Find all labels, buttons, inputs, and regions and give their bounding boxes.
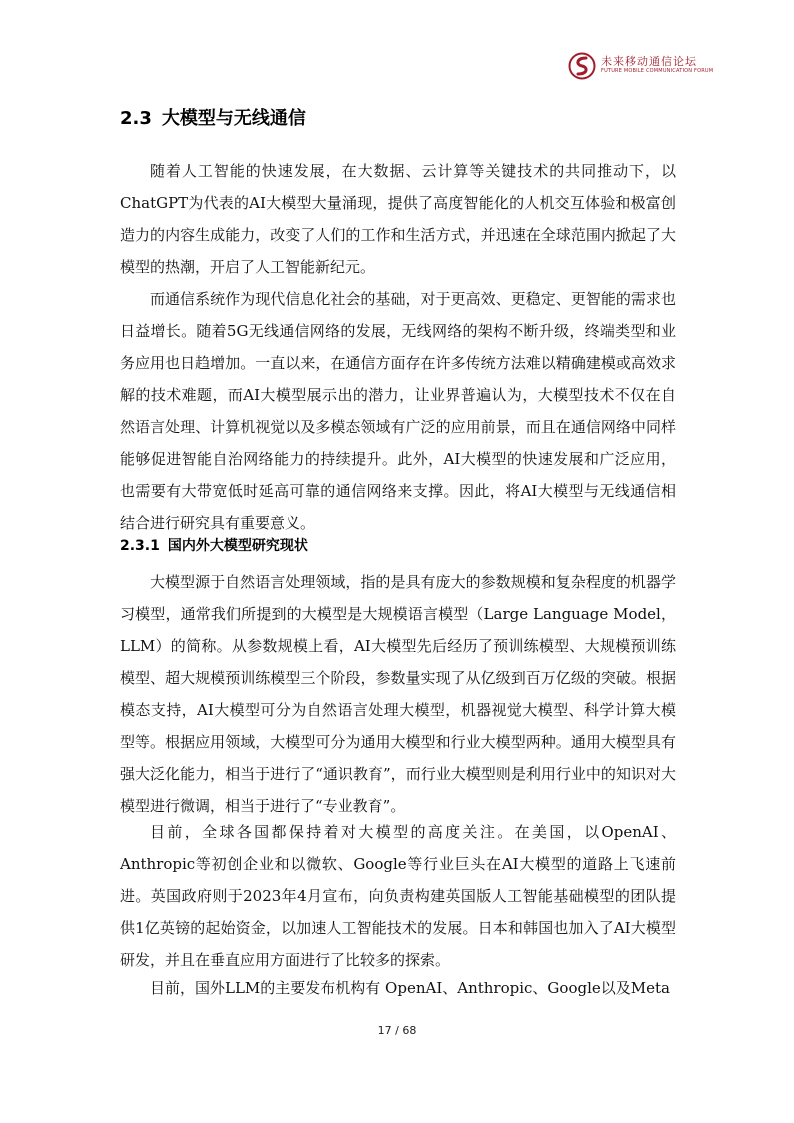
- forum-logo-icon: [568, 52, 596, 80]
- section-heading: [120, 104, 306, 130]
- section-number: 2.3: [120, 108, 152, 129]
- paragraph-sub-3: 目前，国外LLM的主要发布机构有 OpenAI、Anthropic、Google以及Meta: [150, 979, 670, 997]
- paragraph-sub-2: 目前，全球各国都保持着对大模型的高度关注。在美国，以OpenAI、Anthropic等初创企业和以微软、Google等行业巨头在AI大模型的道路上飞速前进。英国政府则于2023年4月宣布，向负责构建英国版人工智能基础模型的团队提供1亿英镑的起始资金，以加速人工智能技术的发展。日本和韩国也加入了AI大模型研发，并且在垂直应用方面进行了比较多的探索。: [120, 823, 676, 969]
- paragraph-sub-1: 大模型源于自然语言处理领域，指的是具有庞大的参数规模和复杂程度的机器学习模型，通常我们所提到的大模型是大规模语言模型（Large Language Model，LLM）的简称。从参数规模上看，AI大模型先后经历了预训练模型、大规模预训练模型、超大规模预训练模型三个阶段，参数量实现了从亿级到百万亿级的突破。根据模态支持，AI大模型可分为自然语言处理大模型，机器视觉大模型、科学计算大模型等。根据应用领域，大模型可分为通用大模型和行业大模型两种。通用大模型具有强大泛化能力，相当于进行了“通识教育”，而行业大模型则是利用行业中的知识对大模型进行微调，相当于进行了“专业教育”。: [120, 573, 676, 815]
- page-number: 17 / 68: [377, 1024, 417, 1037]
- header-logo: [568, 52, 714, 82]
- subsection-number: 2.3.1: [120, 538, 160, 554]
- section-title-text: 大模型与无线通信: [161, 108, 306, 129]
- paragraph-intro-1: 随着人工智能的快速发展，在大数据、云计算等关键技术的共同推动下，以ChatGPT为代表的AI大模型大量涌现，提供了高度智能化的人机交互体验和极富创造力的内容生成能力，改变了人们的工作和生活方式，并迅速在全球范围内掀起了大模型的热潮，开启了人工智能新纪元。: [120, 162, 676, 276]
- logo-chinese-text: 未来移动通信论坛: [601, 55, 697, 68]
- paragraph-intro-2: 而通信系统作为现代信息化社会的基础，对于更高效、更稳定、更智能的需求也日益增长。随着5G无线通信网络的发展，无线网络的架构不断升级，终端类型和业务应用也日趋增加。一直以来，在通信方面存在许多传统方法难以精确建模或高效求解的技术难题，而AI大模型展示出的潜力，让业界普遍认为，大模型技术不仅在自然语言处理、计算机视觉以及多模态领域有广泛的应用前景，而且在通信网络中同样能够促进智能自治网络能力的持续提升。此外，AI大模型的快速发展和广泛应用，也需要有大带宽低时延高可靠的通信网络来支撑。因此，将AI大模型与无线通信相结合进行研究具有重要意义。: [120, 290, 676, 532]
- subsection-heading: [120, 535, 308, 555]
- subsection-title-text: 国内外大模型研究现状: [167, 538, 308, 554]
- logo-english-text: FUTURE MOBILE COMMUNICATION FORUM: [601, 68, 714, 74]
